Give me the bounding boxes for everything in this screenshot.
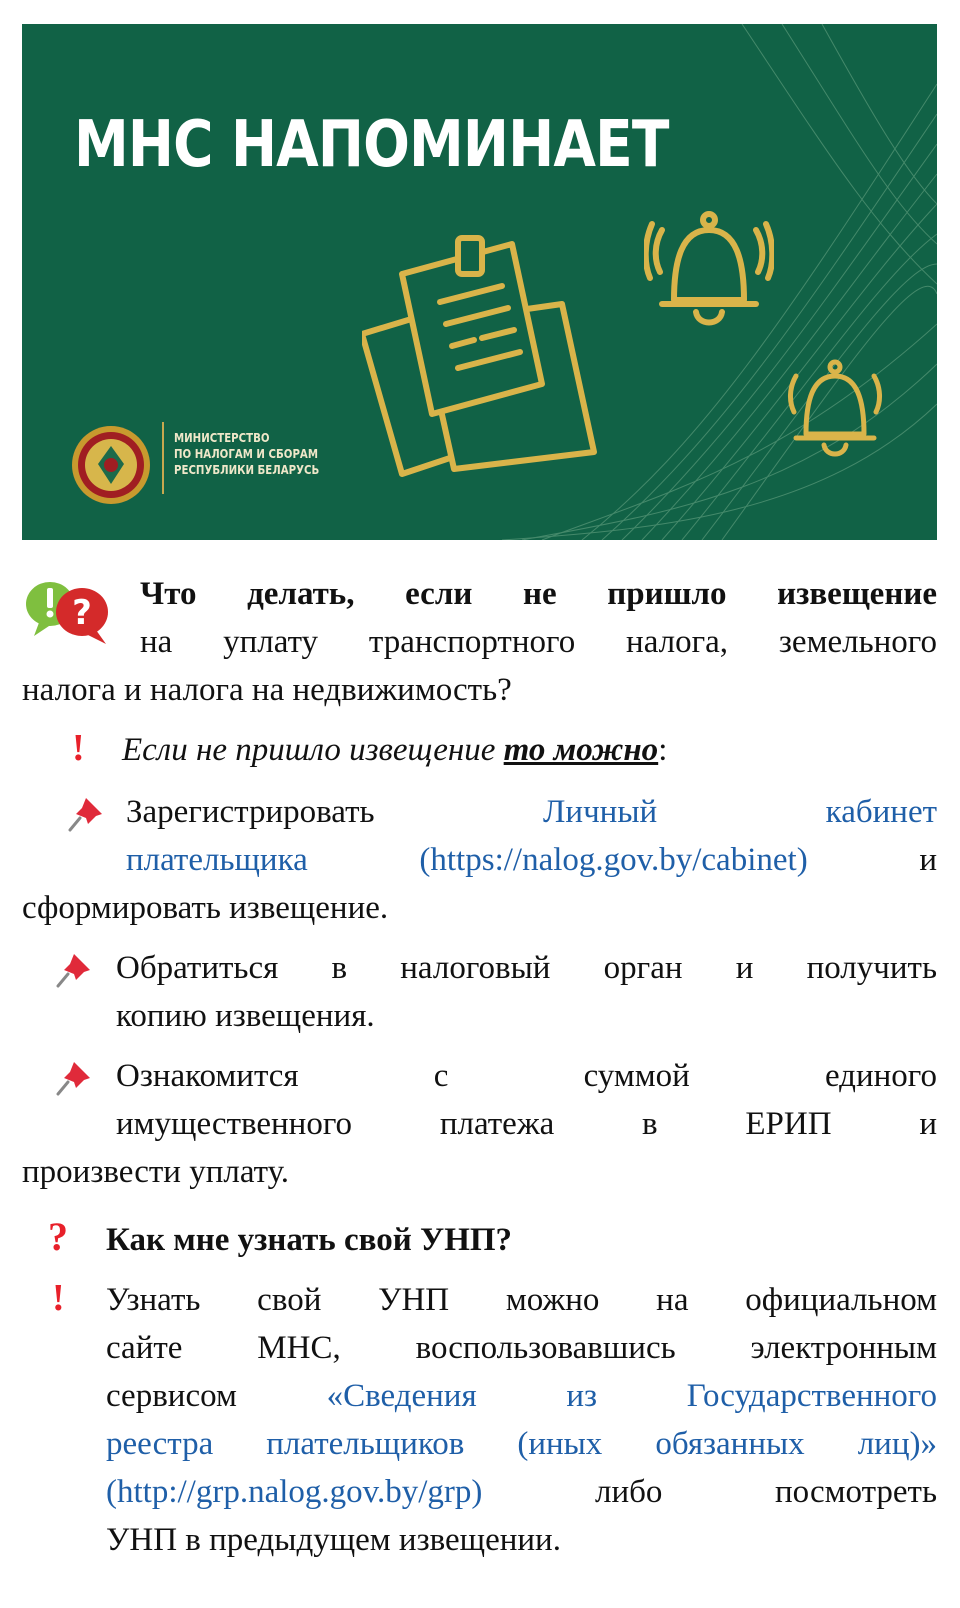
section2-answer: ! Узнать свой УНП можно на официальном сайте МНС, воспользовавшись электронным сервисом «Сведения из Государственного реестра плательщиков (иных обязанных лиц)» (http://grp.nalog.gov.by/grp) либо посмотреть УНП в предыдущем извещении. bbox=[22, 1276, 937, 1564]
list-item: Обратиться в налоговый орган и получить копию извещения. bbox=[22, 944, 937, 1040]
list-item: Зарегистрировать Личный кабинет плательщика (https://nalog.gov.by/cabinet) и сформировать извещение. bbox=[22, 794, 938, 926]
ministry-name: МИНИСТЕРСТВО ПО НАЛОГАМ И СБОРАМ РЕСПУБЛИКИ БЕЛАРУСЬ bbox=[174, 431, 320, 477]
note-line: ! Если не пришло извещение то можно: bbox=[22, 726, 937, 774]
list-item: Ознакомится с суммой единого имущественного платежа в ЕРИП и произвести уплату. bbox=[22, 1058, 937, 1190]
ministry-emblem-icon bbox=[70, 424, 152, 506]
exclamation-icon: ! bbox=[72, 727, 85, 769]
note-emphasis: то можно bbox=[503, 732, 659, 768]
section2-heading bbox=[22, 1216, 937, 1264]
main-content bbox=[22, 560, 937, 1564]
section2-title: Как мне узнать свой УНП? bbox=[106, 1222, 513, 1258]
bell-icon bbox=[780, 350, 890, 470]
cabinet-link[interactable]: Личный bbox=[543, 794, 658, 830]
documents-icon bbox=[362, 224, 612, 484]
banner-title: МНС НАПОМИНАЕТ bbox=[74, 108, 669, 182]
section1-heading: ? Что делать, если не пришло извещение на уплату транспортного налога, земельного налога и налога на недвижимость? bbox=[22, 570, 937, 714]
cabinet-url-link[interactable]: плательщика (https://nalog.gov.by/cabinet) bbox=[126, 842, 808, 878]
bell-icon bbox=[644, 200, 774, 340]
question-icon: ? bbox=[48, 1214, 68, 1259]
registry-url-link[interactable]: (http://grp.nalog.gov.by/grp) bbox=[106, 1474, 483, 1510]
pushpin-icon bbox=[66, 794, 106, 834]
cabinet-link[interactable]: кабинет bbox=[825, 794, 938, 830]
registry-service-link[interactable]: «Сведения из Государственного bbox=[326, 1378, 937, 1414]
svg-text:?: ? bbox=[72, 593, 92, 633]
exclamation-icon: ! bbox=[52, 1277, 65, 1319]
pushpin-icon bbox=[54, 950, 94, 990]
banner bbox=[22, 24, 937, 540]
logo-separator bbox=[162, 422, 164, 494]
section1-title: Что делать, если не пришло извещение bbox=[140, 576, 937, 612]
pushpin-icon bbox=[54, 1058, 94, 1098]
registry-service-link[interactable]: реестра плательщиков (иных обязанных лиц)» bbox=[106, 1426, 937, 1462]
question-exclamation-icon bbox=[22, 576, 112, 646]
